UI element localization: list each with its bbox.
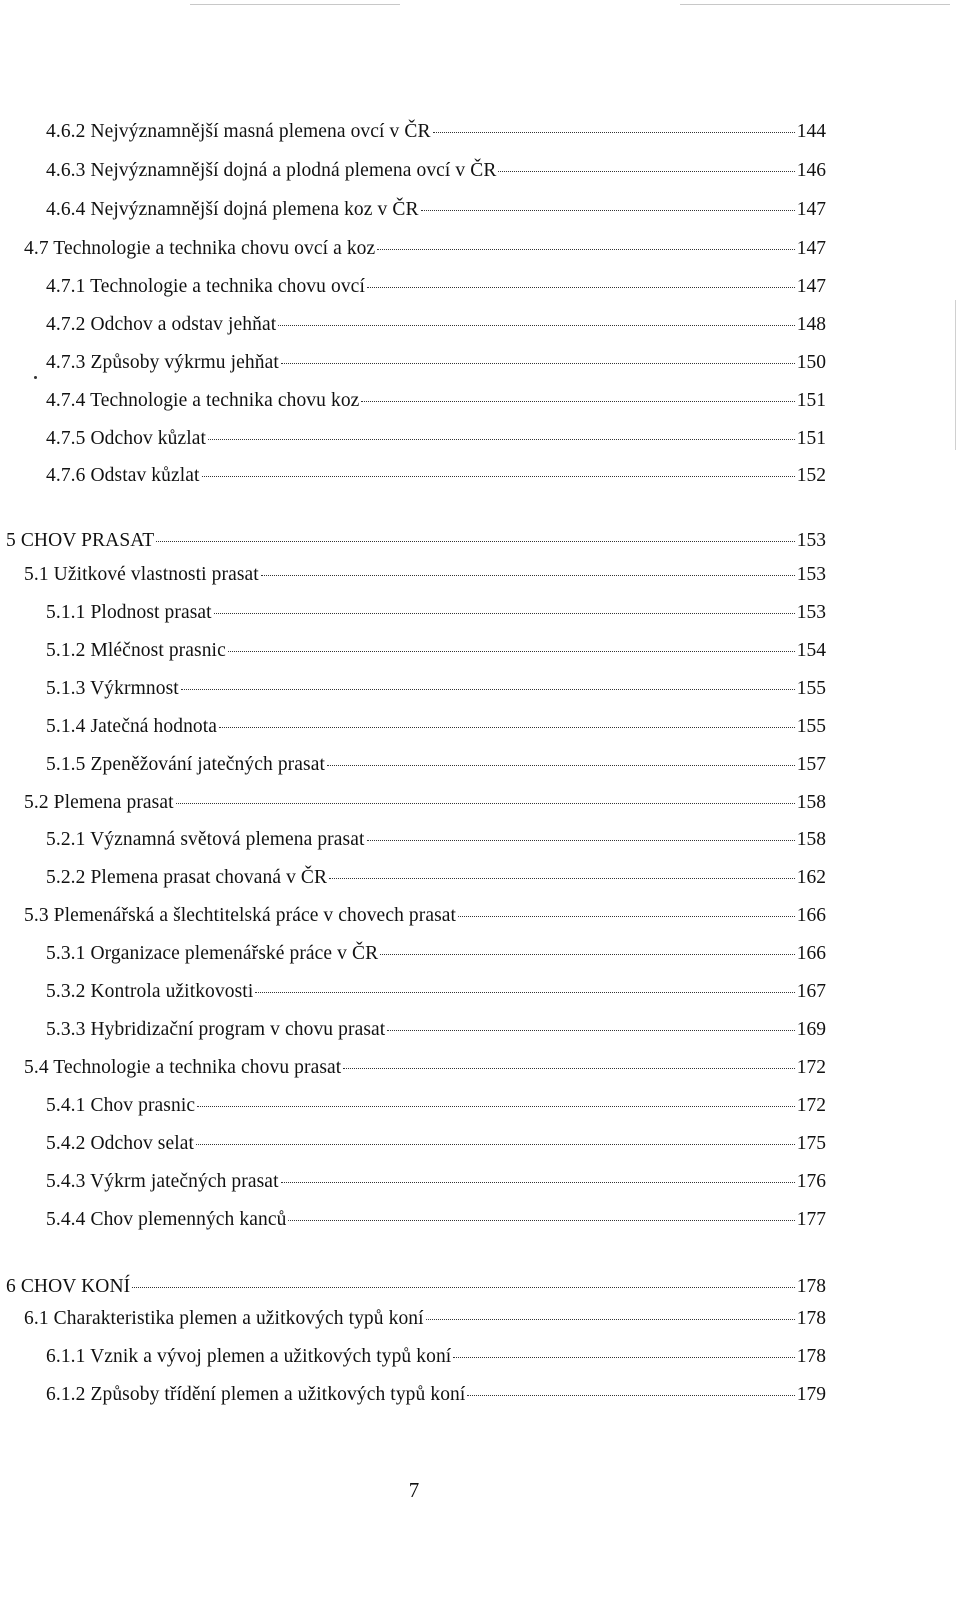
toc-entry-page: 166	[796, 943, 826, 964]
toc-entry[interactable]	[46, 1131, 826, 1157]
scan-speck	[34, 376, 37, 379]
toc-entry-title: 5.1.2 Mléčnost prasnic	[46, 640, 226, 661]
toc-dot-leader	[387, 1030, 794, 1031]
toc-entry-page: 158	[796, 829, 826, 850]
toc-dot-leader	[327, 765, 795, 766]
toc-entry-title: 5.2 Plemena prasat	[24, 792, 174, 813]
toc-entry-page: 169	[796, 1019, 826, 1040]
toc-dot-leader	[176, 803, 795, 804]
toc-dot-leader	[278, 325, 795, 326]
toc-entry[interactable]	[46, 1344, 826, 1370]
toc-entry-page: 150	[796, 352, 826, 373]
toc-entry[interactable]	[46, 426, 826, 452]
toc-dot-leader	[453, 1357, 794, 1358]
toc-dot-leader	[196, 1144, 795, 1145]
toc-entry[interactable]	[46, 979, 826, 1005]
toc-entry[interactable]	[24, 1306, 826, 1332]
toc-dot-leader	[181, 689, 795, 690]
toc-entry-title: 5 CHOV PRASAT	[6, 530, 155, 551]
toc-entry-title: 4.7.6 Odstav kůzlat	[46, 465, 200, 486]
toc-entry-page: 177	[796, 1209, 826, 1230]
toc-dot-leader	[498, 171, 794, 172]
toc-entry[interactable]	[46, 752, 826, 778]
toc-entry-title: 5.4 Technologie a technika chovu prasat	[24, 1057, 342, 1078]
toc-entry-title: 6.1.2 Způsoby třídění plemen a užitkových typů koní	[46, 1384, 466, 1405]
scan-edge-mark	[955, 300, 956, 450]
scan-edge-mark	[190, 4, 400, 5]
toc-entry-title: 4.7 Technologie a technika chovu ovcí a koz	[24, 238, 376, 259]
toc-entry-page: 147	[796, 199, 826, 220]
toc-entry[interactable]	[24, 903, 826, 929]
toc-dot-leader	[367, 840, 795, 841]
toc-dot-leader	[197, 1106, 795, 1107]
toc-entry-page: 153	[796, 602, 826, 623]
toc-dot-leader	[433, 132, 795, 133]
toc-entry[interactable]	[46, 197, 826, 223]
toc-entry[interactable]	[46, 941, 826, 967]
toc-entry-page: 162	[796, 867, 826, 888]
toc-dot-leader	[380, 954, 795, 955]
toc-entry[interactable]	[46, 638, 826, 664]
toc-entry-page: 147	[796, 238, 826, 259]
toc-entry-page: 175	[796, 1133, 826, 1154]
toc-entry-title: 5.4.1 Chov prasnic	[46, 1095, 196, 1116]
toc-entry-title: 4.7.5 Odchov kůzlat	[46, 428, 207, 449]
toc-entry[interactable]	[24, 790, 826, 816]
toc-entry-page: 147	[796, 276, 826, 297]
toc-entry-page: 144	[796, 121, 826, 142]
toc-entry-title: 5.2.2 Plemena prasat chovaná v ČR	[46, 867, 328, 888]
toc-entry[interactable]	[46, 119, 826, 145]
toc-entry-title: 5.4.2 Odchov selat	[46, 1133, 195, 1154]
toc-entry-page: 158	[796, 792, 826, 813]
toc-entry-page: 153	[796, 564, 826, 585]
toc-dot-leader	[208, 439, 795, 440]
toc-entry-page: 151	[796, 428, 826, 449]
toc-entry[interactable]	[24, 236, 826, 262]
toc-entry-title: 5.3 Plemenářská a šlechtitelská práce v chovech prasat	[24, 905, 457, 926]
toc-entry-page: 178	[796, 1308, 826, 1329]
toc-entry-title: 5.4.4 Chov plemenných kanců	[46, 1209, 287, 1230]
toc-entry-page: 166	[796, 905, 826, 926]
toc-dot-leader	[255, 992, 794, 993]
toc-dot-leader	[219, 727, 795, 728]
toc-entry-title: 5.1.4 Jatečná hodnota	[46, 716, 218, 737]
toc-entry-page: 148	[796, 314, 826, 335]
toc-entry-title: 6 CHOV KONÍ	[6, 1276, 131, 1297]
toc-dot-leader	[132, 1287, 795, 1288]
toc-entry-page: 146	[796, 160, 826, 181]
toc-dot-leader	[261, 575, 795, 576]
toc-entry[interactable]	[46, 1017, 826, 1043]
toc-dot-leader	[156, 541, 794, 542]
toc-entry-title: 5.3.1 Organizace plemenářské práce v ČR	[46, 943, 379, 964]
toc-entry-page: 167	[796, 981, 826, 1002]
toc-dot-leader	[458, 916, 795, 917]
toc-entry-page: 157	[796, 754, 826, 775]
toc-entry[interactable]	[46, 158, 826, 184]
toc-entry[interactable]	[46, 865, 826, 891]
toc-entry-title: 4.7.1 Technologie a technika chovu ovcí	[46, 276, 365, 297]
toc-entry-page: 176	[796, 1171, 826, 1192]
toc-entry-title: 4.7.3 Způsoby výkrmu jehňat	[46, 352, 279, 373]
toc-entry-title: 5.1 Užitkové vlastnosti prasat	[24, 564, 259, 585]
toc-entry[interactable]	[24, 562, 826, 588]
toc-dot-leader	[281, 1182, 795, 1183]
toc-entry-page: 172	[796, 1057, 826, 1078]
toc-entry-page: 153	[796, 530, 826, 551]
toc-entry[interactable]	[46, 274, 826, 300]
toc-entry-title: 4.7.2 Odchov a odstav jehňat	[46, 314, 277, 335]
toc-entry-title: 6.1 Charakteristika plemen a užitkových typů koní	[24, 1308, 424, 1329]
toc-entry-title: 5.1.3 Výkrmnost	[46, 678, 179, 699]
toc-entry[interactable]	[46, 714, 826, 740]
toc-dot-leader	[281, 363, 795, 364]
toc-entry-page: 151	[796, 390, 826, 411]
toc-entry-page: 155	[796, 716, 826, 737]
toc-entry[interactable]	[46, 388, 826, 414]
scan-edge-mark	[680, 4, 950, 5]
toc-entry[interactable]	[46, 1207, 826, 1233]
toc-entry-title: 4.6.2 Nejvýznamnější masná plemena ovcí v ČR	[46, 121, 431, 142]
toc-entry[interactable]	[46, 312, 826, 338]
page-number: 7	[408, 1478, 420, 1502]
toc-dot-leader	[343, 1068, 794, 1069]
toc-entry-page: 178	[796, 1346, 826, 1367]
toc-dot-leader	[228, 651, 795, 652]
toc-entry-title: 4.6.4 Nejvýznamnější dojná plemena koz v ČR	[46, 199, 419, 220]
toc-entry[interactable]	[46, 827, 826, 853]
toc-dot-leader	[421, 210, 795, 211]
toc-entry[interactable]	[46, 600, 826, 626]
toc-dot-leader	[329, 878, 795, 879]
toc-entry[interactable]	[46, 350, 826, 376]
toc-entry[interactable]	[24, 1055, 826, 1081]
toc-entry-page: 155	[796, 678, 826, 699]
toc-entry-title: 5.1.1 Plodnost prasat	[46, 602, 212, 623]
toc-entry[interactable]	[46, 463, 826, 489]
toc-entry[interactable]	[46, 1382, 826, 1408]
toc-dot-leader	[288, 1220, 794, 1221]
toc-dot-leader	[361, 401, 794, 402]
toc-entry-title: 4.6.3 Nejvýznamnější dojná a plodná plemena ovcí v ČR	[46, 160, 497, 181]
toc-dot-leader	[467, 1395, 794, 1396]
toc-dot-leader	[202, 476, 795, 477]
toc-entry[interactable]	[6, 528, 826, 554]
toc-entry[interactable]	[6, 1274, 826, 1300]
toc-entry-page: 172	[796, 1095, 826, 1116]
toc-entry-page: 179	[796, 1384, 826, 1405]
toc-entry-title: 5.4.3 Výkrm jatečných prasat	[46, 1171, 279, 1192]
toc-entry-title: 6.1.1 Vznik a vývoj plemen a užitkových typů koní	[46, 1346, 452, 1367]
toc-entry-page: 178	[796, 1276, 826, 1297]
toc-entry-title: 4.7.4 Technologie a technika chovu koz	[46, 390, 360, 411]
toc-dot-leader	[214, 613, 795, 614]
toc-entry-title: 5.2.1 Významná světová plemena prasat	[46, 829, 365, 850]
toc-entry-page: 152	[796, 465, 826, 486]
toc-entry[interactable]	[46, 1169, 826, 1195]
toc-dot-leader	[426, 1319, 795, 1320]
toc-entry-title: 5.3.3 Hybridizační program v chovu prasat	[46, 1019, 386, 1040]
toc-entry-title: 5.1.5 Zpeněžování jatečných prasat	[46, 754, 325, 775]
toc-dot-leader	[377, 249, 794, 250]
toc-entry[interactable]	[46, 1093, 826, 1119]
toc-entry[interactable]	[46, 676, 826, 702]
toc-dot-leader	[367, 287, 795, 288]
toc-entry-title: 5.3.2 Kontrola užitkovosti	[46, 981, 254, 1002]
toc-entry-page: 154	[796, 640, 826, 661]
